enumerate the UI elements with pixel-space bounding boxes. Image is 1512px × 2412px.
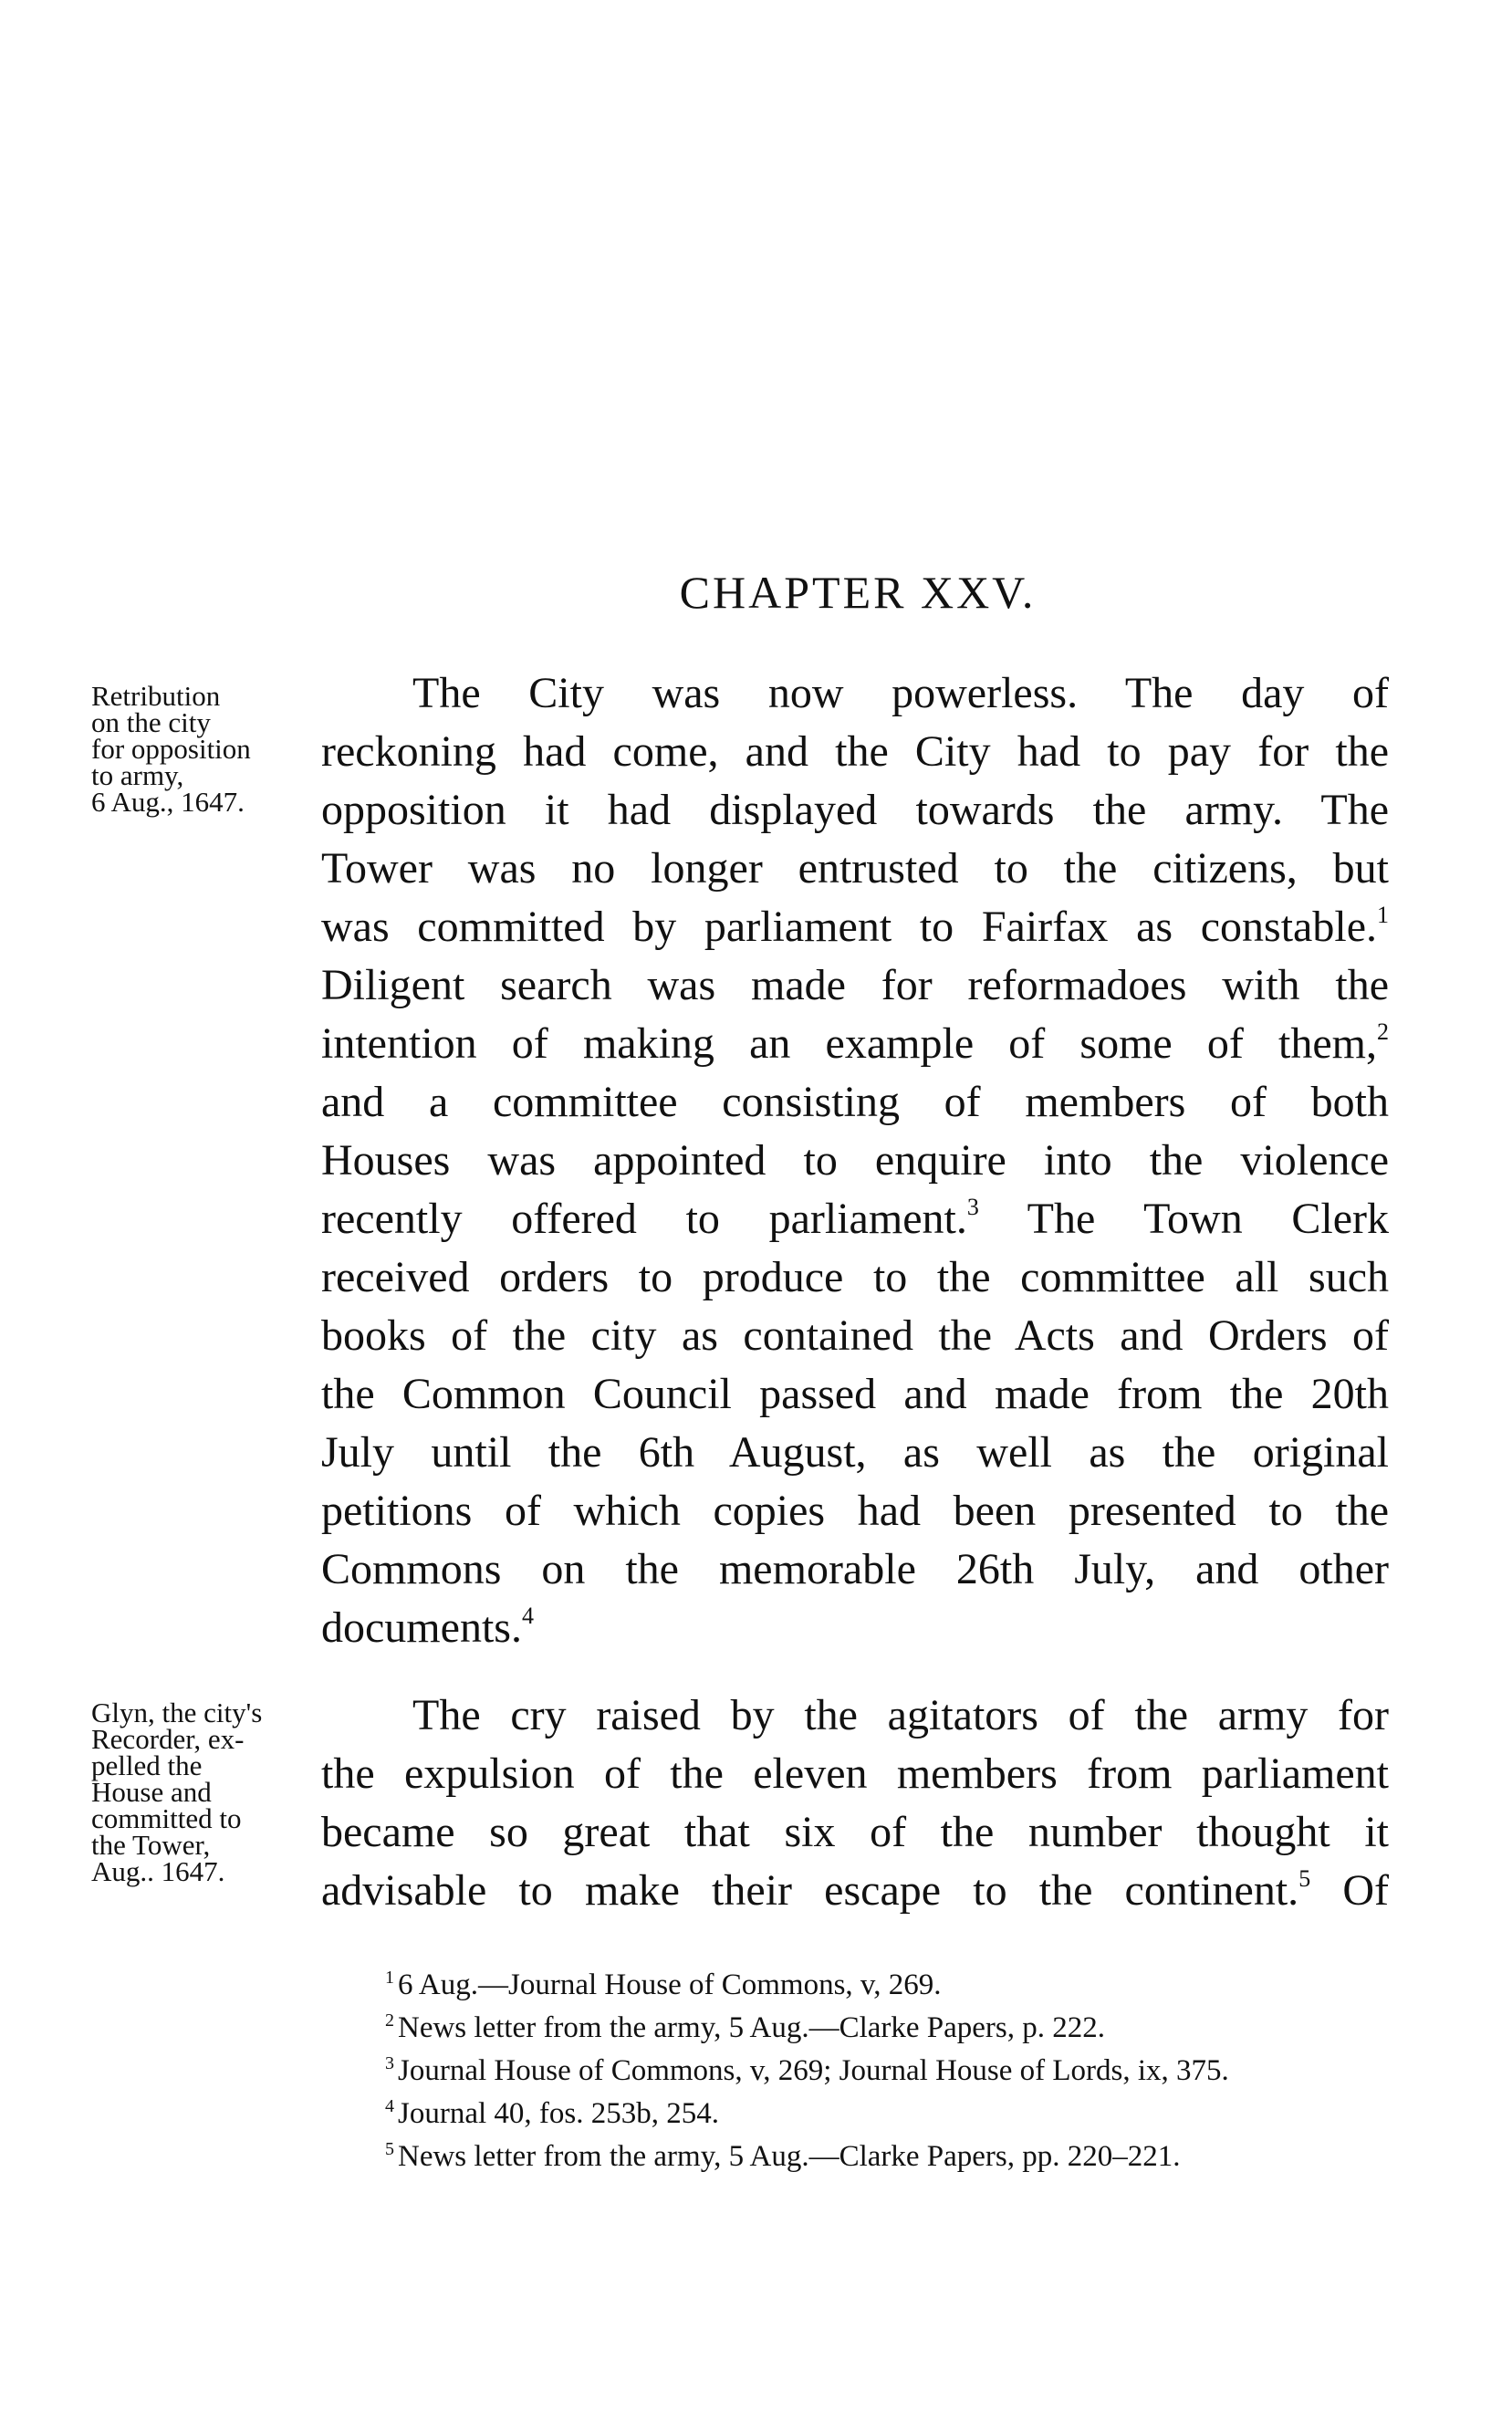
margin-note-line: pelled the (91, 1749, 203, 1781)
paragraph-line (321, 1015, 1389, 1073)
paragraph-line: received orders to produce to the committee all such (321, 1253, 1389, 1301)
paragraph-line: The City was now powerless. The day of (412, 669, 1389, 717)
line-text: intention of making an example of some of them, (321, 1019, 1377, 1068)
line-text: was committed by parliament to Fairfax as constable. (321, 903, 1377, 951)
paragraph-line: July until the 6th August, as well as the original (321, 1428, 1389, 1477)
footnote-text: News letter from the army, 5 Aug.—Clarke Papers, p. 222. (398, 2011, 1106, 2044)
paragraph-eleven-members (321, 1686, 1389, 1920)
paragraph-line: reckoning had come, and the City had to pay for the (321, 727, 1389, 776)
paragraph-line: and a committee consisting of members of both (321, 1078, 1389, 1126)
footnote-number: 1 (385, 1968, 394, 1988)
margin-note-line: Retribution (91, 680, 221, 712)
footnote-text: News letter from the army, 5 Aug.—Clarke Papers, pp. 220–221. (398, 2140, 1181, 2173)
paragraph-line: Commons on the memorable 26th July, and other (321, 1545, 1389, 1593)
margin-note-line: Glyn, the city's (91, 1697, 263, 1728)
footnote-text: 6 Aug.—Journal House of Commons, v, 269. (398, 1968, 942, 2001)
footnote-number: 2 (385, 2010, 394, 2031)
paragraph-line: The cry raised by the agitators of the army for (412, 1691, 1389, 1739)
chapter-title: CHAPTER XXV. (679, 567, 1037, 618)
paragraph-line: books of the city as contained the Acts and Orders of (321, 1311, 1389, 1360)
footnote-number: 3 (385, 2053, 394, 2073)
footnote-5 (321, 2135, 1389, 2178)
paragraph-line: the Common Council passed and made from the 20th (321, 1370, 1389, 1418)
paragraph-line (321, 1190, 1389, 1248)
footnote-ref[interactable]: 4 (521, 1603, 534, 1629)
footnote-ref[interactable]: 5 (1298, 1865, 1311, 1892)
margin-note-line: committed to (91, 1802, 242, 1834)
footnote-1 (321, 1964, 1389, 2007)
paragraph-line (321, 1599, 1389, 1657)
paragraph-line: petitions of which copies had been presented to the (321, 1487, 1389, 1535)
paragraph-line: opposition it had displayed towards the army. The (321, 786, 1389, 834)
margin-note-line: 6 Aug., 1647. (91, 786, 245, 818)
paragraph-line (321, 898, 1389, 956)
footnote-text: Journal House of Commons, v, 269; Journal House of Lords, ix, 375. (398, 2054, 1229, 2087)
footnote-4 (321, 2093, 1389, 2135)
margin-note-line: House and (91, 1776, 212, 1808)
margin-note-glyn (91, 1699, 301, 1885)
margin-note-line: the Tower, (91, 1829, 211, 1861)
margin-note-line: to army, (91, 759, 184, 791)
margin-note-line: Recorder, ex- (91, 1723, 245, 1755)
line-text: recently offered to parliament. (321, 1195, 967, 1243)
margin-note-retribution (91, 680, 301, 818)
paragraph-line: became so great that six of the number thought it (321, 1808, 1389, 1856)
paragraph-line: the expulsion of the eleven members from parliament (321, 1749, 1389, 1798)
footnotes (321, 1964, 1389, 2178)
paragraph-line: Diligent search was made for reformadoes with the (321, 961, 1389, 1009)
paragraph-city-powerless (321, 664, 1389, 1657)
margin-note-line: Aug.. 1647. (91, 1855, 225, 1887)
paragraph-line: Tower was no longer entrusted to the citizens, but (321, 844, 1389, 893)
line-text: advisable to make their escape to the continent. (321, 1866, 1299, 1915)
footnote-2 (321, 2007, 1389, 2050)
line-text: documents. (321, 1603, 522, 1652)
footnote-ref[interactable]: 1 (1377, 902, 1389, 928)
footnote-text: Journal 40, fos. 253b, 254. (398, 2097, 719, 2130)
footnote-ref[interactable]: 2 (1377, 1018, 1389, 1045)
line-text: The Town Clerk (1027, 1195, 1389, 1243)
footnote-3 (321, 2050, 1389, 2093)
line-text: Of (1342, 1866, 1390, 1915)
paragraph-line: Houses was appointed to enquire into the violence (321, 1136, 1389, 1185)
margin-note-line: for opposition (91, 733, 251, 765)
margin-note-line: on the city (91, 706, 211, 738)
footnote-number: 5 (385, 2139, 394, 2159)
footnote-number: 4 (385, 2096, 394, 2116)
footnote-ref[interactable]: 3 (966, 1194, 979, 1220)
paragraph-line (321, 1862, 1389, 1920)
